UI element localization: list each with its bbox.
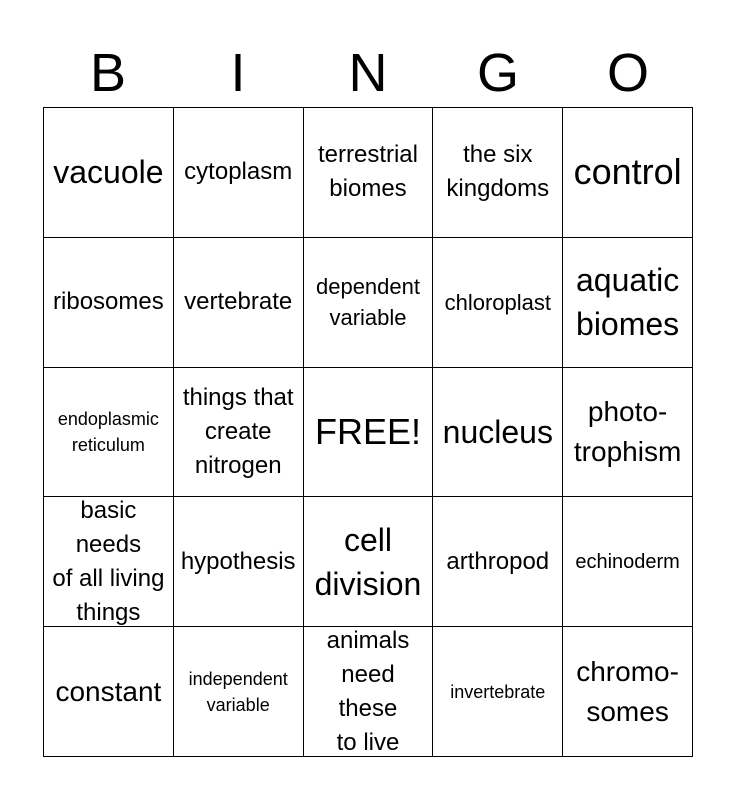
header-letter-b: B	[89, 43, 127, 103]
bingo-cell-r4-c3[interactable]: cell division	[304, 497, 434, 627]
header-letter-g: G	[476, 43, 519, 103]
bingo-cell-r5-c2[interactable]: independent variable	[174, 627, 304, 757]
bingo-cell-r3-c4[interactable]: nucleus	[433, 368, 563, 498]
bingo-cell-r3-c2[interactable]: things that create nitrogen	[174, 368, 304, 498]
bingo-cell-r1-c5[interactable]: control	[563, 108, 693, 238]
bingo-cell-r3-c1[interactable]: endoplasmic reticulum	[44, 368, 174, 498]
bingo-cell-r5-c4[interactable]: invertebrate	[433, 627, 563, 757]
bingo-cell-r2-c2[interactable]: vertebrate	[174, 238, 304, 368]
bingo-cell-r1-c3[interactable]: terrestrial biomes	[304, 108, 434, 238]
bingo-cell-r1-c2[interactable]: cytoplasm	[174, 108, 304, 238]
header-letter-i: I	[230, 43, 246, 103]
bingo-cell-r4-c1[interactable]: basic needs of all living things	[44, 497, 174, 627]
bingo-cell-r5-c3[interactable]: animals need these to live	[304, 627, 434, 757]
header-letter-n: N	[348, 43, 388, 103]
bingo-cell-r4-c4[interactable]: arthropod	[433, 497, 563, 627]
bingo-cell-r2-c1[interactable]: ribosomes	[44, 238, 174, 368]
bingo-cell-r2-c4[interactable]: chloroplast	[433, 238, 563, 368]
bingo-cell-r1-c1[interactable]: vacuole	[44, 108, 174, 238]
bingo-cell-r3-c3-free[interactable]: FREE!	[304, 368, 434, 498]
bingo-cell-r2-c3[interactable]: dependent variable	[304, 238, 434, 368]
bingo-cell-r5-c1[interactable]: constant	[44, 627, 174, 757]
bingo-card-grid	[43, 107, 693, 757]
bingo-cell-r3-c5[interactable]: photo- trophism	[563, 368, 693, 498]
bingo-cell-r1-c4[interactable]: the six kingdoms	[433, 108, 563, 238]
bingo-header	[43, 40, 693, 106]
bingo-cell-r2-c5[interactable]: aquatic biomes	[563, 238, 693, 368]
bingo-cell-r4-c5[interactable]: echinoderm	[563, 497, 693, 627]
bingo-cell-r5-c5[interactable]: chromo- somes	[563, 627, 693, 757]
header-letter-o: O	[606, 43, 649, 103]
bingo-cell-r4-c2[interactable]: hypothesis	[174, 497, 304, 627]
